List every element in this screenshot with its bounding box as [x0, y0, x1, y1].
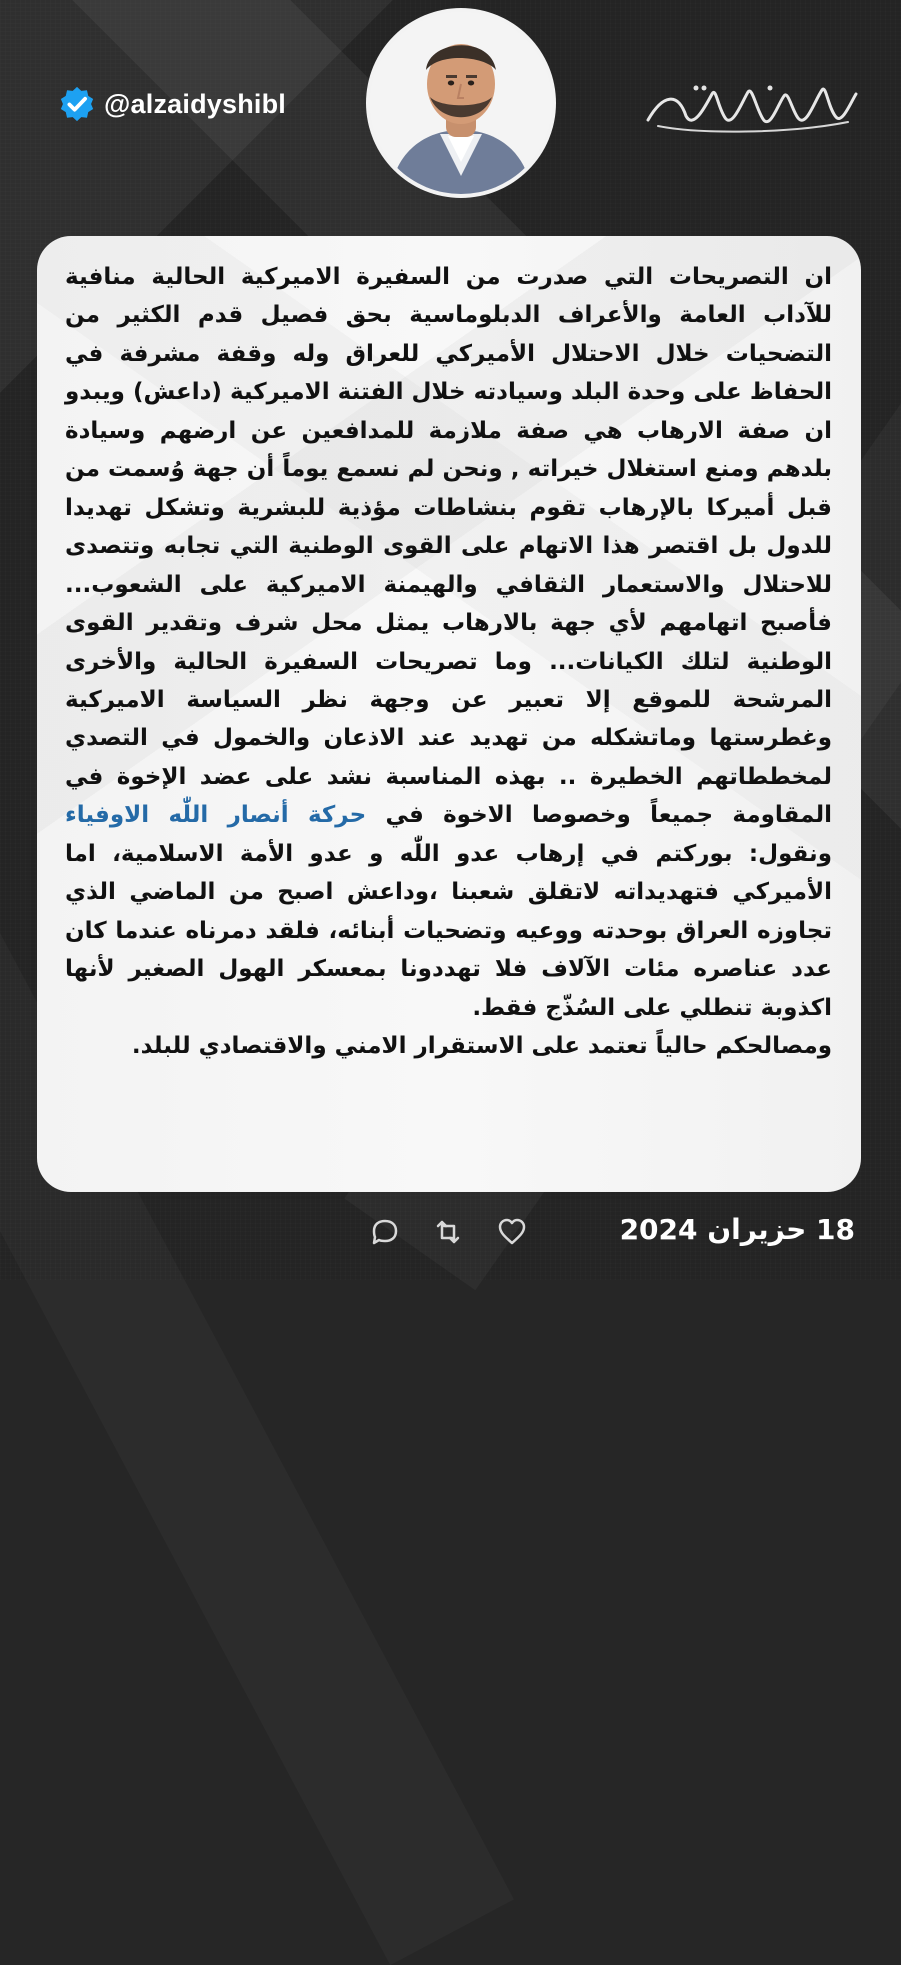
post-text-part-1: ان التصريحات التي صدرت من السفيرة الاميركية الحالية منافية للآداب العامة والأعراف الدبلوماسية بحق فصيل قدم الكثير من التضحيات خلال الاحتلال الأميركي للعراق وله وقفة مشرفة في الحفاظ على وحدة البلد وسيادته خلال الفتنة الاميركية (داعش) ويبدو ان صفة الارهاب هي صفة ملازمة للمدافعين عن ارضهم وسيادة بلدهم ومنع استغلال خيراته , ونحن لم نسمع يوماً أن جهة وُسمت من قبل أميركا بالإرهاب تقوم بنشاطات مؤذية للبشرية وتشكل تهديدا للدول بل اقتصر هذا الاتهام على القوى الوطنية التي تجابه وتتصدى للاحتلال والاستعمار الثقافي والهيمنة الاميركية على الشعوب... فأصبح اتهامهم لأي جهة بالارهاب يمثل محل شرف وتقدير القوى الوطنية لتلك الكيانات... وما تصريحات السفيرة الحالية والأخرى المرشحة للموقع إلا تعبير عن وجهة نظر السياسة الاميركية وغطرستها وماتشكله من تهديد عند الاذعان والخمول في التصدي لمخططاتهم الخطيرة .. بهذه المناسبة نشد على عضد الإخوة في المقاومة جميعاً وخصوصا الاخوة في: [65, 264, 832, 829]
post-text-part-2: ونقول: بوركتم في إرهاب عدو اللّٰه و عدو الأمة الاسلامية، اما الأميركي فتهديداته لاتقلق شعبنا ،وداعش اصبح من الماضي الذي تجاوزه العراق بوحدته ووعيه وتضحيات أبنائه، فلقد دمرناه عندما كان عدد عناصره مئات الآلاف فلا تهددونا بمعسكر الهول الصغير لأنها اكذوبة تنطلي على السُذّج فقط.: [65, 840, 832, 1021]
verified-badge-icon: [58, 85, 96, 123]
post-body: [65, 258, 832, 1066]
account-header[interactable]: [58, 85, 286, 123]
post-text-part-3: ومصالحكم حالياً تعتمد على الاستقرار الامني والاقتصادي للبلد.: [131, 1033, 832, 1060]
post-card: [37, 236, 861, 1192]
signature-logo: [638, 74, 863, 136]
highlighted-mention[interactable]: حركة أنصار اللّٰه الاوفياء: [65, 802, 367, 829]
profile-avatar[interactable]: [370, 12, 552, 194]
account-handle[interactable]: @alzaidyshibl: [104, 88, 286, 119]
retweet-icon[interactable]: [430, 1214, 466, 1250]
reply-icon[interactable]: [366, 1214, 402, 1250]
post-date: 18 حزيران 2024: [619, 1213, 855, 1246]
like-icon[interactable]: [494, 1214, 530, 1250]
post-actions: [366, 1214, 530, 1250]
